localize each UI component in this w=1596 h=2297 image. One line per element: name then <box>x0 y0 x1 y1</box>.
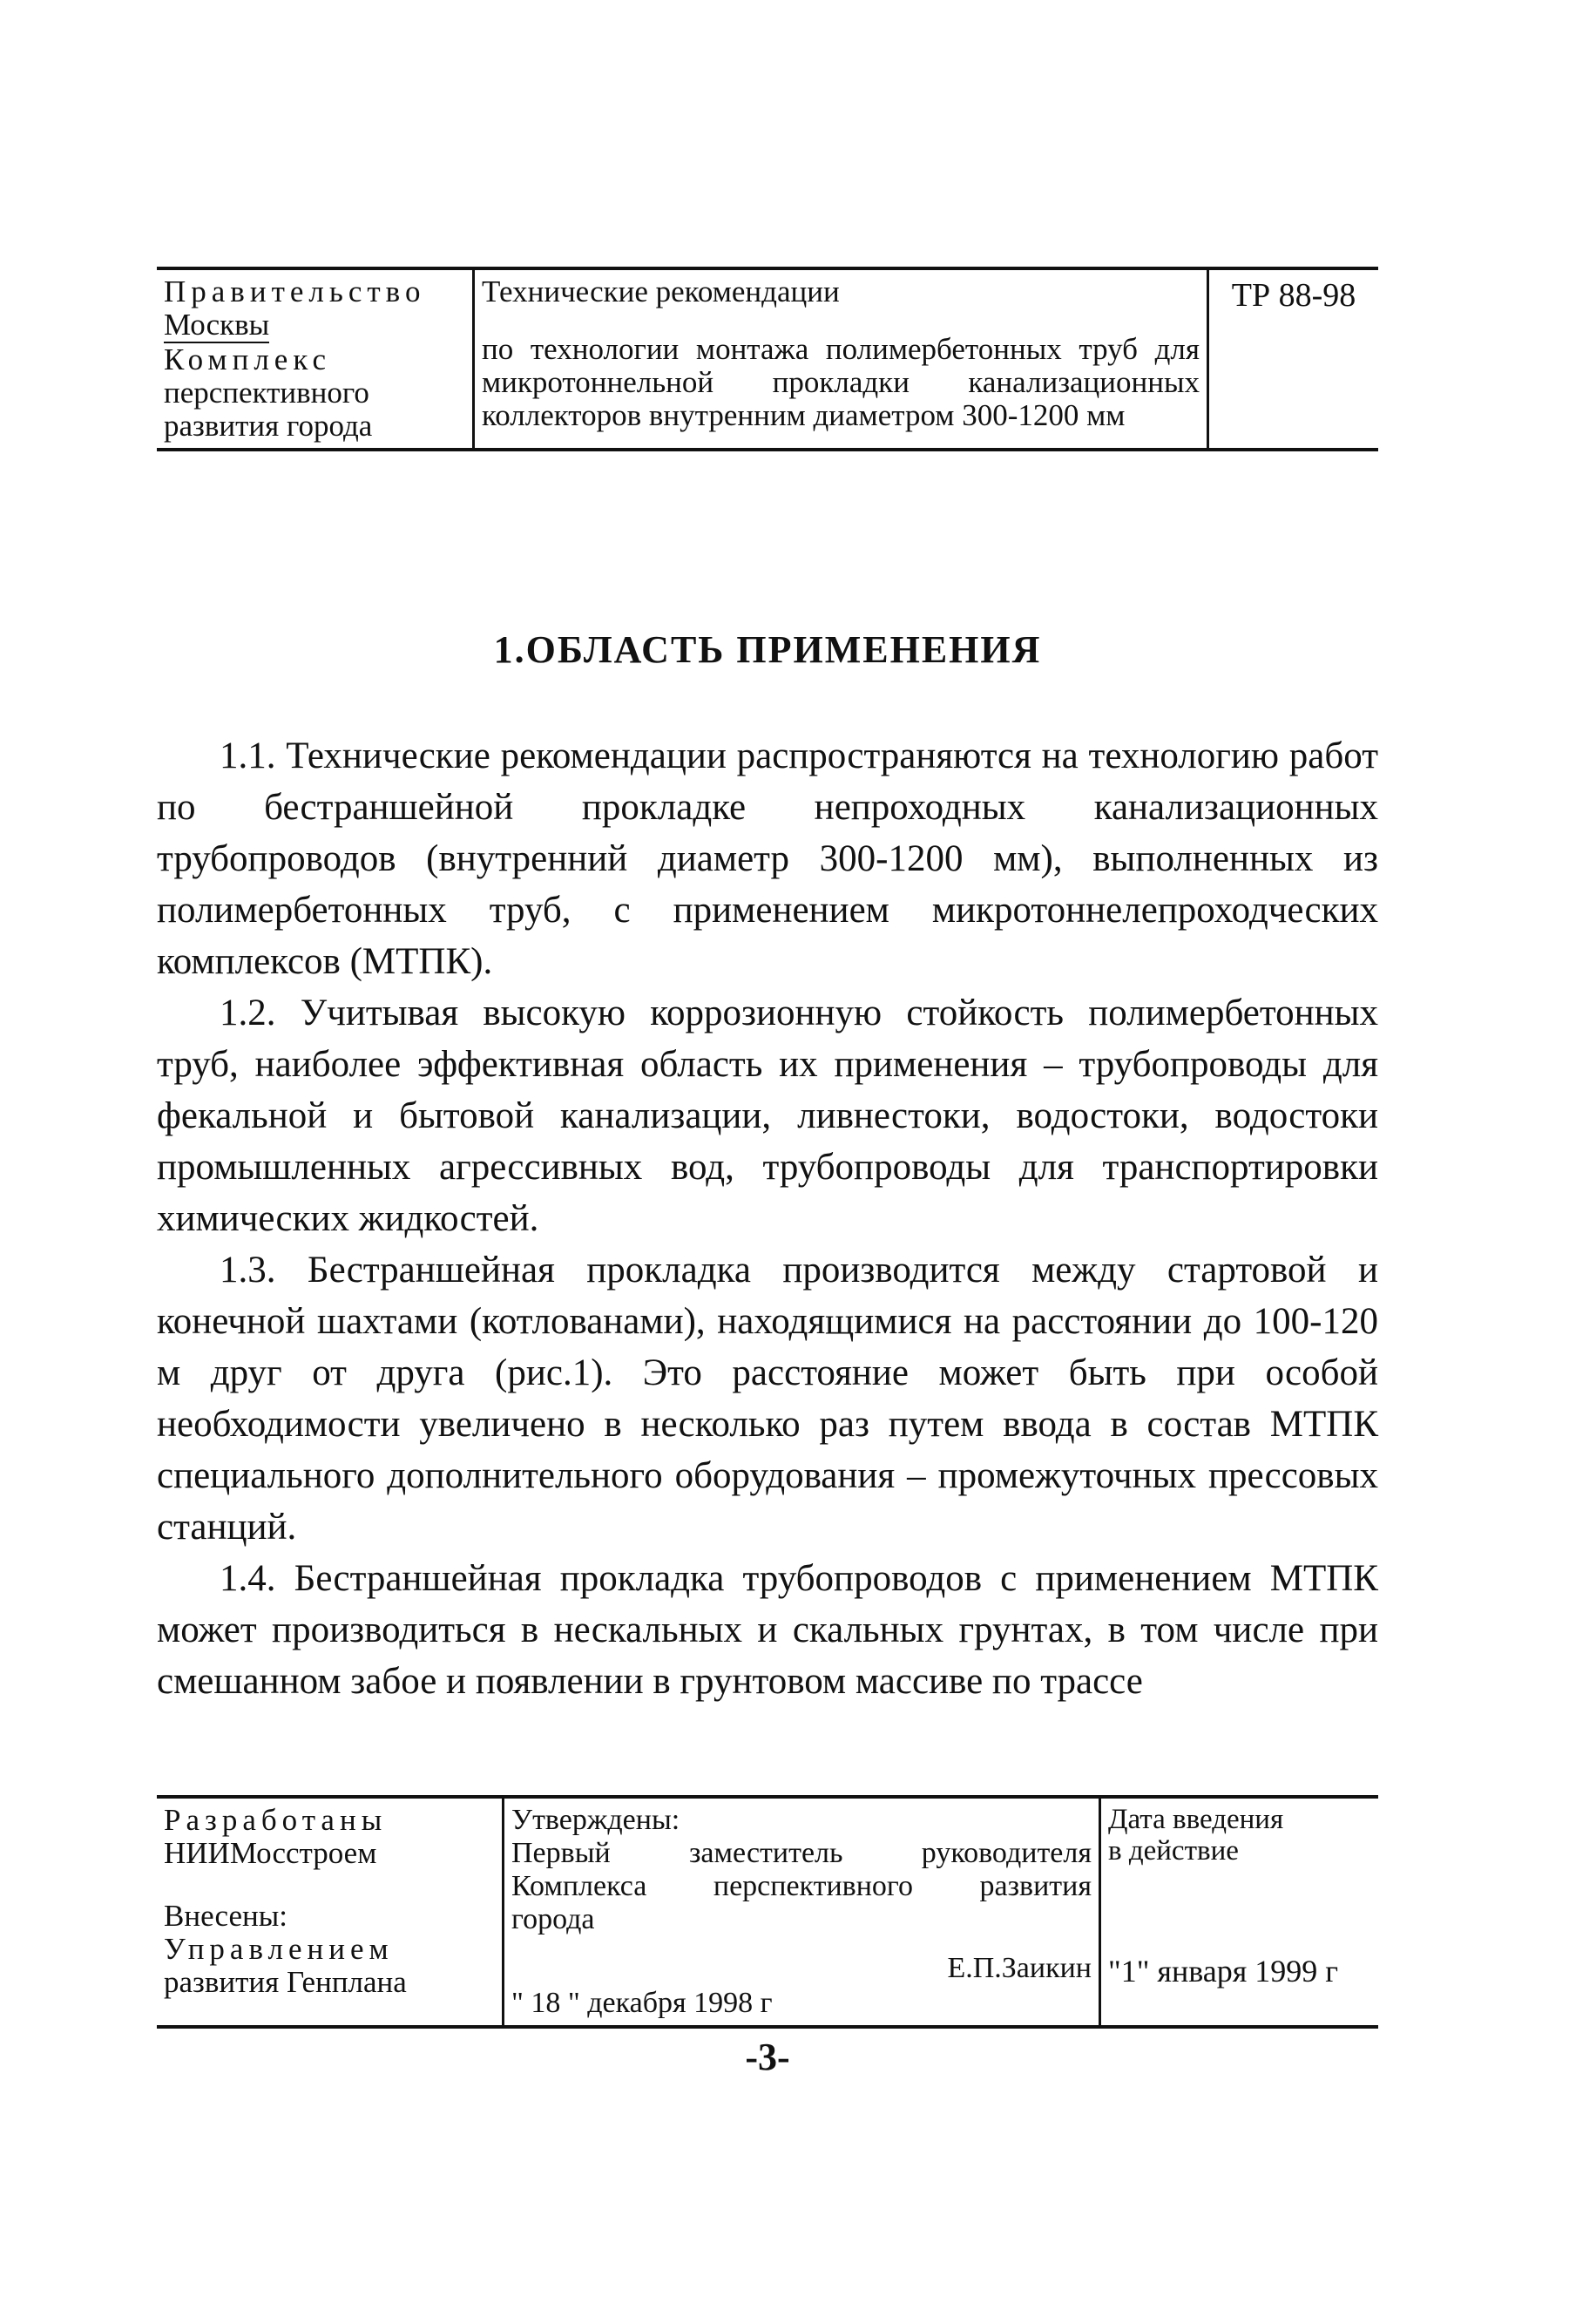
recommendations-subtitle: по технологии монтажа полимербетонных труб для микротоннельной прокладки канализационных коллекторов внутренним диаметром 300-1200 мм <box>482 332 1200 432</box>
header-code-cell <box>1208 268 1379 450</box>
effective-label-2: в действие <box>1108 1835 1239 1867</box>
paragraph-1-4: 1.4. Бестраншейная прокладка трубопроводов с применением МТПК может производиться в нескальных и скальных грунтах, в том числе при смешанном забое и появлении в грунтовом массиве по трассе <box>157 1558 1378 1702</box>
paragraph-1-3: 1.3. Бестраншейная прокладка производится между стартовой и конечной шахтами (котлованами), находящимися на расстоянии до 100-120 м друг от друга (рис.1). Это расстояние может быть при особой необходимости увеличено в несколько раз путем ввода в состав МТПК специального дополнительного оборудования – промежуточных прессовых станций. <box>157 1250 1378 1548</box>
header-title-cell <box>474 268 1208 450</box>
recommendations-title: Технические рекомендации <box>482 274 840 308</box>
introduced-by-2: развития Генплана <box>164 1965 407 1999</box>
developed-by: НИИМосстроем <box>164 1836 377 1870</box>
org-perspective: перспективного <box>164 376 369 410</box>
approved-by-3: города <box>511 1903 595 1935</box>
paragraph-1-2: 1.2. Учитывая высокую коррозионную стойкость полимербетонных труб, наиболее эффективная область их применения – трубопроводы для фекальной и бытовой канализации, ливнестоки, водостоки, водостоки промышленных агрессивных вод, трубопроводы для транспортировки химических жидкостей. <box>157 993 1378 1239</box>
approved-by-1: Первый заместитель руководителя <box>511 1837 1092 1869</box>
approved-label: Утверждены: <box>511 1804 680 1836</box>
org-development: развития города <box>164 409 373 443</box>
footer-approval-cell <box>504 1797 1100 2027</box>
org-city: Москвы <box>164 308 270 342</box>
document-code: ТР 88-98 <box>1231 277 1356 314</box>
developed-label: Разработаны <box>164 1803 388 1837</box>
body-text <box>157 730 1378 1707</box>
header-table <box>157 267 1378 451</box>
effective-date: "1" января 1999 г <box>1108 1954 1339 1989</box>
page-number: -3- <box>745 2036 790 2078</box>
approved-by-2: Комплекса перспективного развития <box>511 1870 1092 1902</box>
org-complex: Комплекс <box>164 342 331 376</box>
header-org-cell <box>157 268 474 450</box>
introduced-label: Внесены: <box>164 1899 287 1933</box>
footer-table <box>157 1795 1378 2029</box>
introduced-by-1: Управлением <box>164 1932 394 1966</box>
approval-date: " 18 " декабря 1998 г <box>511 1987 773 2019</box>
footer-effective-cell <box>1100 1797 1379 2027</box>
effective-label-1: Дата введения <box>1108 1804 1284 1835</box>
section-heading: 1.ОБЛАСТЬ ПРИМЕНЕНИЯ <box>493 628 1042 671</box>
paragraph-1-1: 1.1. Технические рекомендации распространяются на технологию работ по бестраншейной прокладке непроходных канализационных трубопроводов (внутренний диаметр 300-1200 мм), выполненных из полимербетонных труб, с применением микротоннелепроходческих комплексов (МТПК). <box>157 735 1378 982</box>
footer-developers-cell <box>157 1797 504 2027</box>
signer-name: Е.П.Заикин <box>947 1952 1092 1984</box>
org-government: Правительство <box>164 274 426 308</box>
footer-spacer <box>164 1870 495 1900</box>
